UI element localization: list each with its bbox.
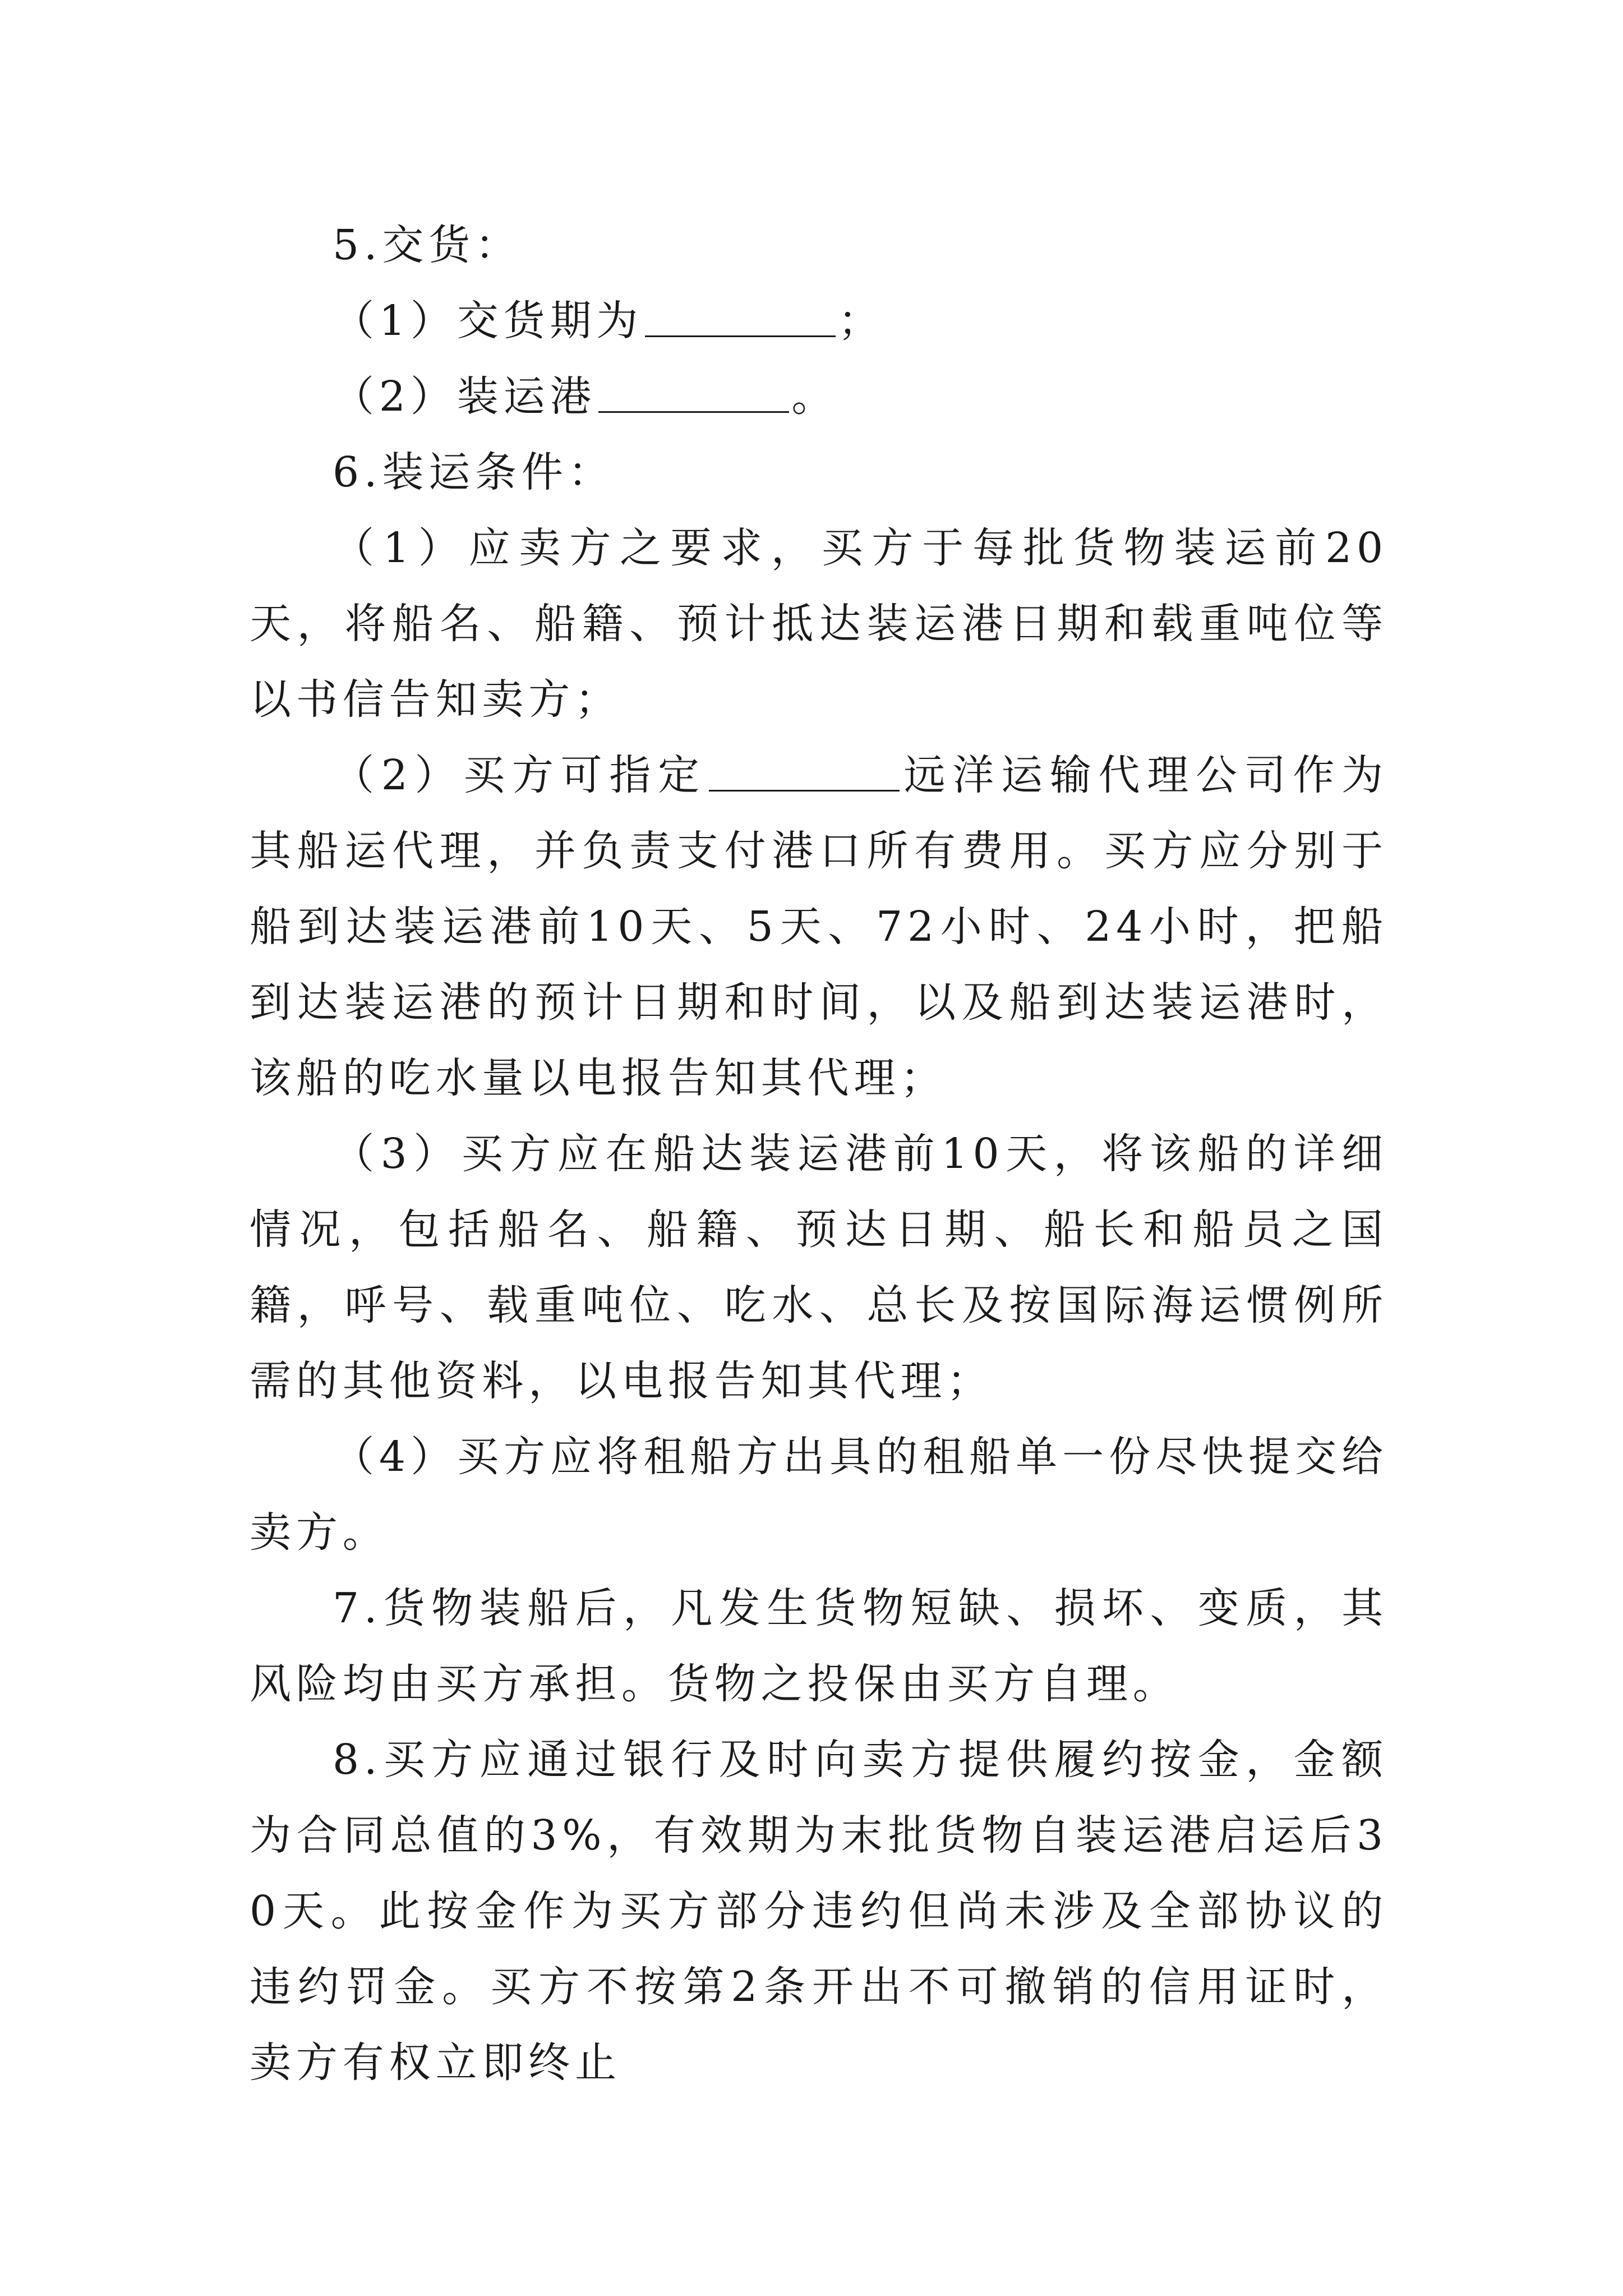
delivery-period-line bbox=[250, 283, 1388, 359]
section-8-paragraph: 8.买方应通过银行及时向卖方提供履约按金，金额为合同总值的3%，有效期为末批货物自装运港启运后30天。此按金作为买方部分违约但尚未涉及全部协议的违约罚金。买方不按第2条开出不可撤销的信用证时，卖方有权立即终止 bbox=[250, 1736, 1388, 2087]
section-6-heading: 6.装运条件： bbox=[333, 448, 615, 496]
delivery-period-blank[interactable] bbox=[645, 296, 836, 337]
loading-port-end: 。 bbox=[791, 372, 838, 421]
loading-port-blank[interactable] bbox=[598, 371, 789, 412]
shipping-clause-4: （4）买方应将租船方出具的租船单一份尽快提交给卖方。 bbox=[250, 1433, 1388, 1557]
delivery-period-end: ； bbox=[838, 297, 885, 345]
section-7-paragraph: 7.货物装船后，凡发生货物短缺、损坏、变质，其风险均由买方承担。货物之投保由买方自理。 bbox=[250, 1584, 1388, 1708]
shipping-clause-3: （3）买方应在船达装运港前10天，将该船的详细情况，包括船名、船籍、预达日期、船长和船员之国籍，呼号、载重吨位、吃水、总长及按国际海运惯例所需的其他资料，以电报告知其代理； bbox=[250, 1130, 1388, 1405]
shipping-clause-2-rest: 远洋运输代理公司作为其船运代理，并负责支付港口所有费用。买方应分别于船到达装运港前10天、5天、72小时、24小时，把船到达装运港的预计日期和时间，以及船到达装运港时，该船的吃水量以电报告知其代理； bbox=[250, 751, 1388, 1102]
shipping-agent-blank[interactable] bbox=[709, 750, 900, 791]
loading-port-label: （2）装运港 bbox=[333, 372, 597, 421]
delivery-period-label: （1）交货期为 bbox=[333, 297, 643, 345]
shipping-clause-1: （1）应卖方之要求，买方于每批货物装运前20天，将船名、船籍、预计抵达装运港日期和载重吨位等以书信告知卖方； bbox=[250, 524, 1388, 724]
section-5-heading: 5.交货： bbox=[333, 221, 522, 269]
document-page bbox=[250, 208, 1388, 2101]
shipping-clause-2 bbox=[250, 738, 1388, 1116]
loading-port-line bbox=[250, 359, 1388, 435]
shipping-clause-2-start: （2）买方可指定 bbox=[333, 751, 707, 799]
